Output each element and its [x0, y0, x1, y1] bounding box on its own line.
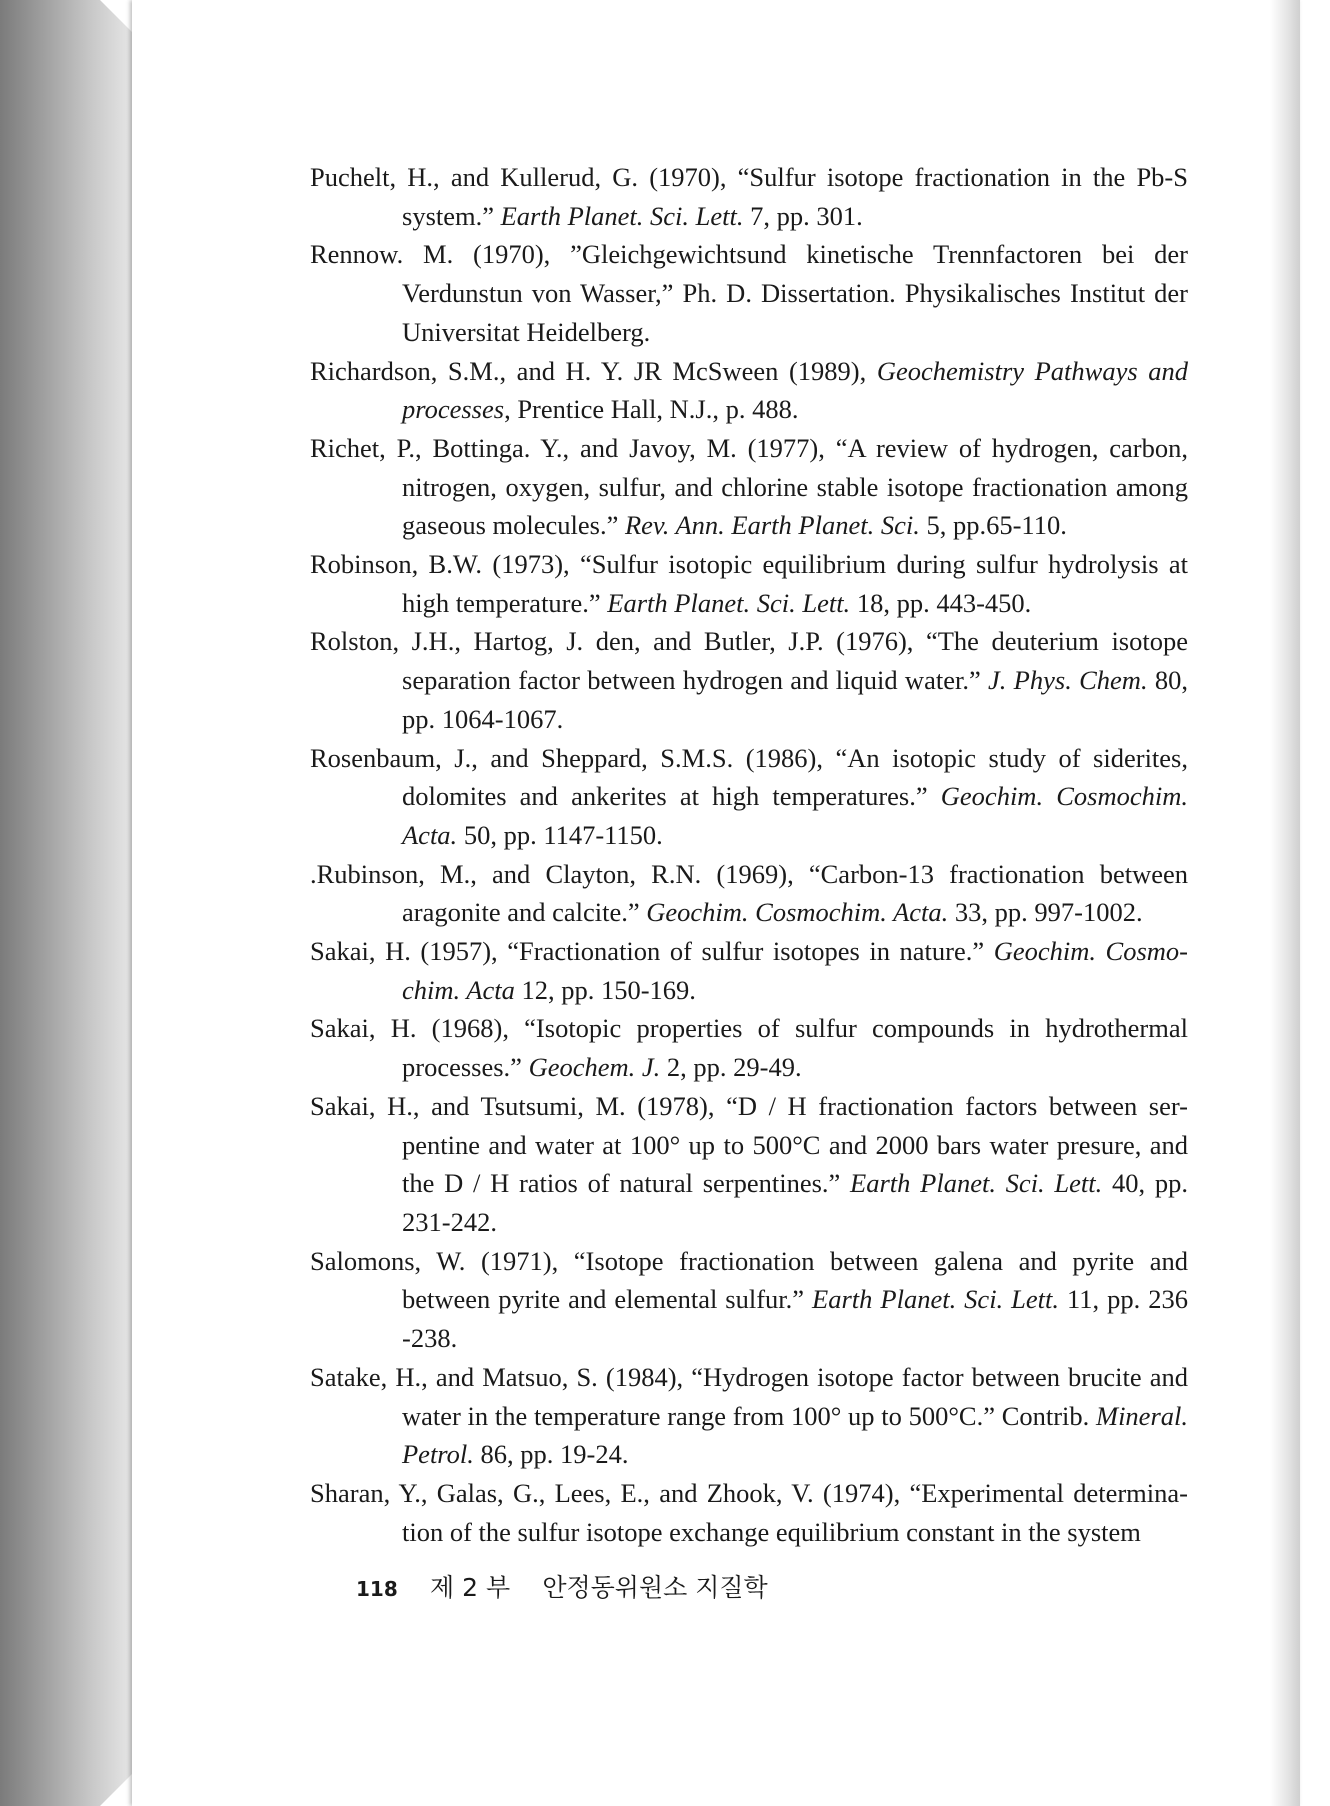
spine-corner-bottom: [100, 1774, 132, 1806]
reference-entry: Robinson, B.W. (1973), “Sulfur isotopic equilibrium during sulfur hydrolysis at high temperature.” Earth Planet. Sci. Lett. 18, pp. 443-450.: [310, 549, 1188, 618]
reference-entry: Sakai, H. (1968), “Isotopic properties of sulfur compounds in hydrothermal processes.” Geochem. J. 2, pp. 29-49.: [310, 1013, 1188, 1083]
page-footer: [356, 1568, 768, 1604]
chapter-title: 안정동위원소 지질학: [542, 1573, 768, 1602]
reference-entry: Sharan, Y., Galas, G., Lees, E., and Zhook, V. (1974), “Experimental determina-tion of the sulfur isotope exchange equilibrium constant in the system: [310, 1477, 1188, 1547]
reference-entry: .Rubinson, M., and Clayton, R.N. (1969), “Carbon-13 fractionation between aragonite and calcite.” Geochim. Cosmochim. Acta. 33, pp. 997-1002.: [310, 858, 1188, 928]
reference-entry: Rolston, J.H., Hartog, J. den, and Butler, J.P. (1976), “The deuterium isotope separation factor between hydrogen and liquid water.” J. Phys. Chem. 80, pp. 1064-1067.: [310, 626, 1188, 734]
spine-corner-top: [100, 0, 132, 32]
reference-list: [310, 158, 1188, 1551]
reference-entry: Rosenbaum, J., and Sheppard, S.M.S. (1986), “An isotopic study of siderites, dolomites and ankerites at high temperatures.” Geochim. Cosmochim. Acta. 50, pp. 1147-1150.: [310, 742, 1188, 850]
page-number: 118: [356, 1577, 398, 1601]
part-label: 제 2 부: [430, 1573, 511, 1602]
reference-entry: Sakai, H. (1957), “Fractionation of sulfur isotopes in nature.” Geochim. Cosmo-chim. Acta 12, pp. 150-169.: [310, 936, 1188, 1005]
reference-entry: Richet, P., Bottinga. Y., and Javoy, M. (1977), “A review of hydrogen, carbon, nitrogen, oxygen, sulfur, and chlorine stable isotope fractionation among gaseous molecules.” Rev. Ann. Earth Planet. Sci. 5, pp.65-110.: [310, 432, 1188, 541]
reference-entry: Salomons, W. (1971), “Isotope fractionation between galena and pyrite and between pyrite and elemental sulfur.” Earth Planet. Sci. Lett. 11, pp. 236 -238.: [310, 1245, 1189, 1354]
reference-entry: Richardson, S.M., and H. Y. JR McSween (1989), Geochemistry Pathways and processes, Prentice Hall, N.J., p. 488.: [310, 355, 1188, 425]
reference-entry: Sakai, H., and Tsutsumi, M. (1978), “D / H fractionation factors between ser-pentine and water at 100° up to 500°C and 2000 bars water presure, and the D / H ratios of natural serpentines.” Earth Planet. Sci. Lett. 40, pp. 231-242.: [310, 1090, 1189, 1237]
reference-entry: Rennow. M. (1970), ”Gleichgewichtsund kinetische Trennfactoren bei der Verdunstun von Wasser,” Ph. D. Dissertation. Physikalisches Institut der Universitat Heidelberg.: [310, 239, 1188, 347]
reference-entry: Puchelt, H., and Kullerud, G. (1970), “Sulfur isotope fractionation in the Pb-S system.” Earth Planet. Sci. Lett. 7, pp. 301.: [310, 162, 1188, 231]
book-spine: [0, 0, 132, 1806]
reference-entry: Satake, H., and Matsuo, S. (1984), “Hydrogen isotope factor between brucite and water in the temperature range from 100° up to 500°C.” Contrib. Mineral. Petrol. 86, pp. 19-24.: [310, 1361, 1188, 1470]
page-edge-shadow: [1270, 0, 1300, 1806]
